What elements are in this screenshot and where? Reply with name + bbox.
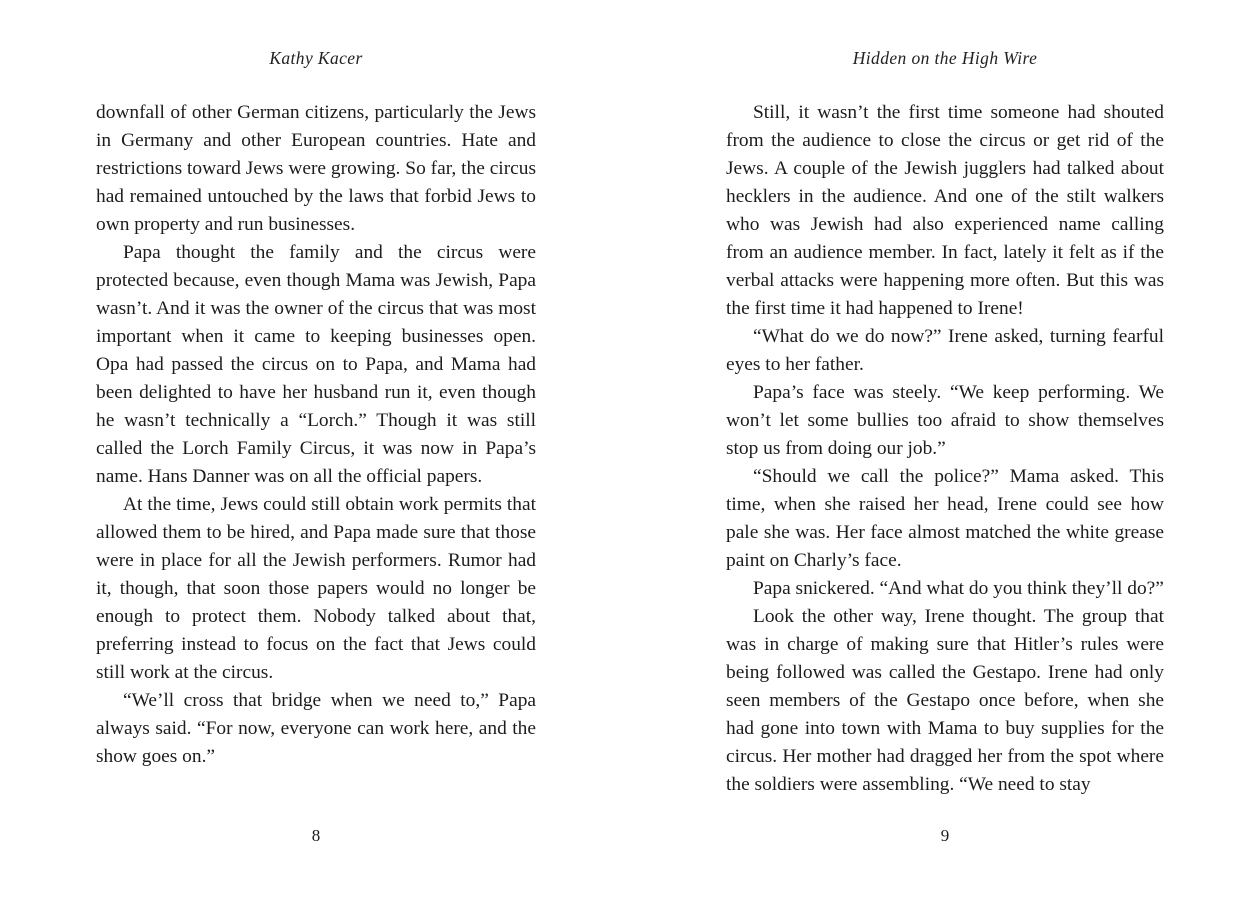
- page-body-text: [726, 99, 1164, 799]
- paragraph: “Should we call the police?” Mama asked. This time, when she raised her head, Irene could see how pale she was. Her face almost matched the white grease paint on Charly’s face.: [726, 466, 1164, 571]
- page-body-text: [96, 99, 536, 771]
- paragraph: downfall of other German citizens, particularly the Jews in Germany and other European countries. Hate and restrictions toward Jews were growing. So far, the circus had remained untouched by the laws that forbid Jews to own property and run businesses.: [96, 102, 536, 235]
- paragraph: Papa thought the family and the circus were protected because, even though Mama was Jewish, Papa wasn’t. And it was the owner of the circus that was most important when it came to keeping businesses open. Opa had passed the circus on to Papa, and Mama had been delighted to have her husband run it, even though he wasn’t technically a “Lorch.” Though it was still called the Lorch Family Circus, it was now in Papa’s name. Hans Danner was on all the official papers.: [96, 242, 536, 487]
- paragraph: At the time, Jews could still obtain work permits that allowed them to be hired, and Papa made sure that those were in place for all the Jewish performers. Rumor had it, though, that soon those papers would no longer be enough to protect them. Nobody talked about that, preferring instead to focus on the fact that Jews could still work at the circus.: [96, 494, 536, 683]
- paragraph: Still, it wasn’t the first time someone had shouted from the audience to close the circus or get rid of the Jews. A couple of the Jewish jugglers had talked about hecklers in the audience. And one of the stilt walkers who was Jewish had also experienced name calling from an audience member. In fact, lately it felt as if the verbal attacks were happening more often. But this was the first time it had happened to Irene!: [726, 102, 1164, 319]
- page-right: [726, 0, 1164, 900]
- paragraph: Papa’s face was steely. “We keep performing. We won’t let some bullies too afraid to show themselves stop us from doing our job.”: [726, 382, 1164, 459]
- paragraph: “What do we do now?” Irene asked, turning fearful eyes to her father.: [726, 326, 1164, 375]
- running-head-title: Hidden on the High Wire: [852, 48, 1038, 68]
- page-number: 9: [940, 826, 950, 845]
- running-head-author: Kathy Kacer: [269, 48, 363, 68]
- page-left: [96, 0, 536, 900]
- paragraph: “We’ll cross that bridge when we need to,” Papa always said. “For now, everyone can work here, and the show goes on.”: [96, 690, 536, 767]
- paragraph: Look the other way, Irene thought. The group that was in charge of making sure that Hitler’s rules were being followed was called the Gestapo. Irene had only seen members of the Gestapo once before, when she had gone into town with Mama to buy supplies for the circus. Her mother had dragged her from the spot where the soldiers were assembling. “We need to stay: [726, 606, 1164, 795]
- paragraph: Papa snickered. “And what do you think they’ll do?”: [753, 578, 1164, 599]
- page-number: 8: [311, 826, 321, 845]
